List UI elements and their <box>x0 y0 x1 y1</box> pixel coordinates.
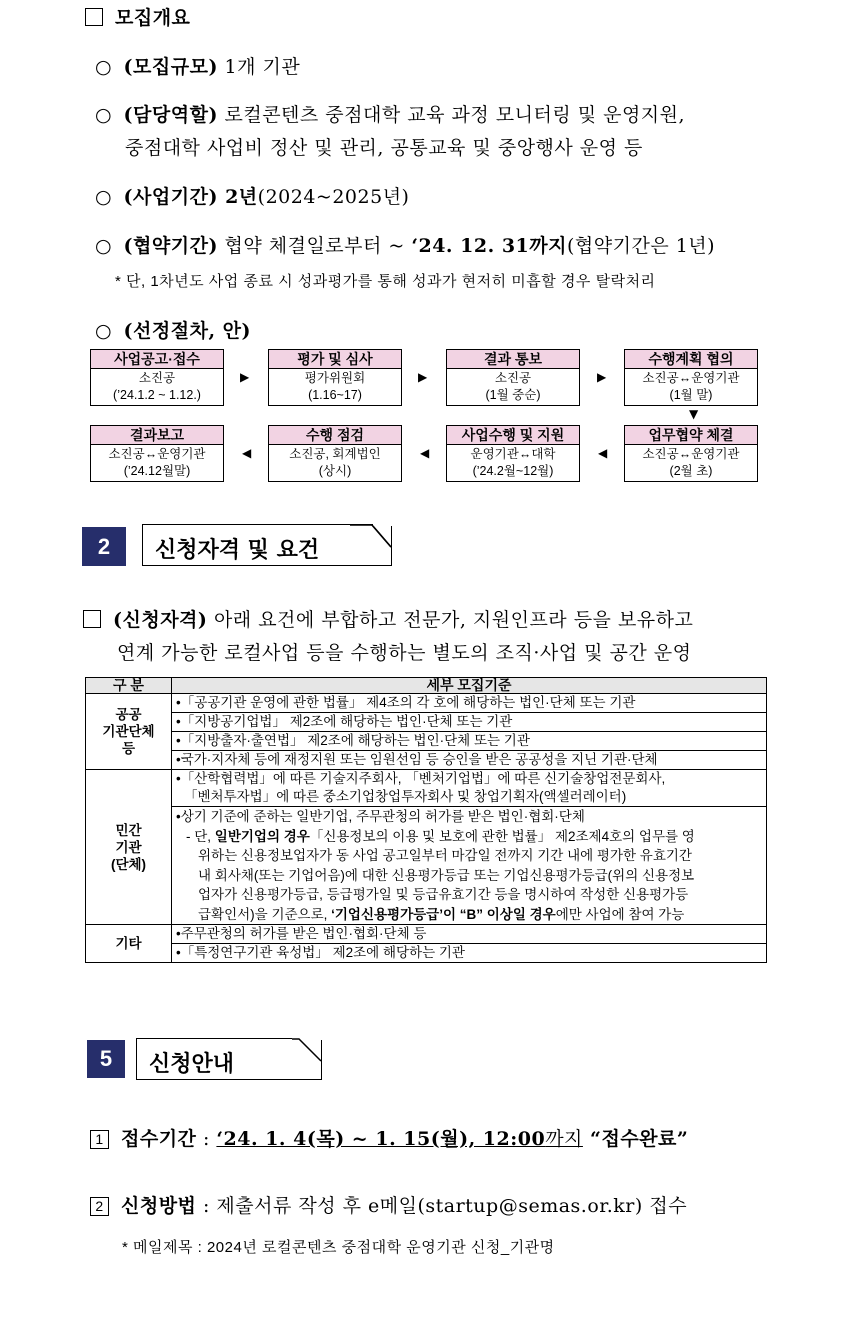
flow-step-line1: 평가위원회 <box>304 371 366 385</box>
flow-step-line2: (2월 초) <box>669 464 713 478</box>
flow-step-line2: (1.16~17) <box>308 388 362 402</box>
flow-step-title: 수행계획 협의 <box>625 350 757 369</box>
row-line: 업자가 신용평가등급, 등급평가일 및 등급유효기간 등을 명시하여 작성한 신용평가등 <box>198 887 689 902</box>
category-label: 공공 기관단체 등 <box>102 707 155 756</box>
arrow-down-icon: ▼ <box>689 407 699 421</box>
sub-bold: 일반기업의 경우 <box>214 828 310 844</box>
flow-step-line1: 소진공↔운영기관 <box>642 371 740 385</box>
flow-step-title: 결과 통보 <box>447 350 579 369</box>
row-line: 급확인서)을 기준으로, <box>198 906 332 922</box>
method-label: 신청방법 <box>121 1195 197 1217</box>
table-row: •「공공기관 운영에 관한 법률」 제4조의 각 호에 해당하는 법인·단체 또는 기관 <box>172 694 767 713</box>
category-other: 기타 <box>86 925 172 963</box>
period-status: “접수완료” <box>582 1128 689 1150</box>
bullet-circle-icon: ○ <box>95 186 113 208</box>
overview-item-role <box>95 100 685 127</box>
section-title-box <box>142 524 392 566</box>
period-sep: : <box>196 1128 217 1150</box>
flow-step-line2: (’24.1.2 ~ 1.12.) <box>113 388 201 402</box>
checkbox-square-icon <box>83 610 101 628</box>
flow-step-title: 결과보고 <box>91 426 223 445</box>
checkbox-square-icon <box>85 8 103 26</box>
table-row: •「지방공기업법」 제2조에 해당하는 법인·단체 또는 기관 <box>172 713 767 732</box>
table-row <box>172 807 767 925</box>
flow-step-line1: 소진공 <box>138 371 176 385</box>
bullet-circle-icon: ○ <box>95 104 113 126</box>
row-line: •상기 기준에 준하는 일반기업, 주무관청의 허가를 받은 법인·협회·단체 <box>176 809 585 824</box>
table-row: •주무관청의 허가를 받은 법인·협회·단체 등 <box>172 925 767 944</box>
flow-step-line1: 소진공, 회계법인 <box>289 447 381 461</box>
flow-step-announce <box>90 349 224 406</box>
section-number-badge: 5 <box>87 1040 125 1078</box>
flow-step-line1: 소진공↔운영기관 <box>642 447 740 461</box>
flow-step-line2: (1월 중순) <box>485 388 541 402</box>
period-label: 접수기간 <box>121 1128 197 1150</box>
table-row <box>172 770 767 807</box>
item-text2: (협약기간은 1년) <box>566 235 716 257</box>
flow-step-line1: 소진공 <box>494 371 532 385</box>
table-row: •「지방출자·출연법」 제2조에 해당하는 법인·단체 또는 기관 <box>172 732 767 751</box>
table-row: •국가·지자체 등에 재정지원 또는 임원선임 등 승인을 받은 공공성을 지닌 기관·단체 <box>172 751 767 770</box>
overview-heading: 모집개요 <box>115 7 191 29</box>
flow-step-result <box>446 349 580 406</box>
item-label: (모집규모) <box>123 56 218 78</box>
qualification-label: (신청자격) <box>113 609 208 631</box>
table-header-criteria: 세부 모집기준 <box>172 678 767 694</box>
item-label: (담당역할) <box>123 104 218 126</box>
arrow-right-icon: ▶ <box>597 370 607 384</box>
category-label: 민간 기관 (단체) <box>110 822 147 872</box>
flow-step-line1: 운영기관↔대학 <box>470 447 556 461</box>
requirements-table <box>85 677 767 963</box>
flow-step-execution <box>446 425 580 482</box>
row-line: 내 회사채(또는 기업어음)에 대한 신용평가등급 또는 기업신용평가등급(위의 신용정보 <box>198 867 695 883</box>
flow-step-line2: (상시) <box>318 464 352 478</box>
flow-step-title: 수행 점검 <box>269 426 401 445</box>
arrow-right-icon: ▶ <box>418 370 428 384</box>
overview-process-label-row <box>95 316 251 343</box>
overview-item-period <box>95 182 409 209</box>
sub-text: 「신용정보의 이용 및 보호에 관한 법률」 제2조제4호의 업무를 영 <box>309 828 695 844</box>
flow-step-title: 업무협약 체결 <box>625 426 757 445</box>
item-bold: 2년 <box>217 186 258 208</box>
overview-item-agreement <box>95 231 715 258</box>
flow-step-plan <box>624 349 758 406</box>
application-method-row <box>90 1191 687 1218</box>
overview-item-scale <box>95 52 300 79</box>
arrow-left-icon: ◀ <box>598 446 608 460</box>
overview-heading-row <box>85 3 190 30</box>
flow-step-title: 사업수행 및 지원 <box>447 426 579 445</box>
flow-step-agreement <box>624 425 758 482</box>
flow-step-line1: 소진공↔운영기관 <box>108 447 206 461</box>
process-label: (선정절차, 안) <box>123 320 252 342</box>
section-title: 신청안내 <box>149 1052 235 1077</box>
section-title-box <box>136 1038 322 1080</box>
category-private <box>86 770 172 925</box>
section-title: 신청자격 및 요건 <box>155 538 320 563</box>
item-label: (사업기간) <box>123 186 218 208</box>
category-public <box>86 694 172 770</box>
flow-step-line2: (1월 말) <box>669 388 713 402</box>
item-bold: ‘24. 12. 31까지 <box>411 235 567 257</box>
flow-step-line2: (’24.12월말) <box>123 464 191 478</box>
number-box-icon: 1 <box>90 1130 109 1149</box>
arrow-left-icon: ◀ <box>420 446 430 460</box>
flow-step-evaluation <box>268 349 402 406</box>
application-period-row <box>90 1124 688 1151</box>
overview-note: * 단, 1차년도 사업 종료 시 성과평가를 통해 성과가 현저히 미흡할 경우 탈락처리 <box>115 273 656 290</box>
flow-step-inspection <box>268 425 402 482</box>
overview-item-role-cont: 중점대학 사업비 정산 및 관리, 공통교육 및 중앙행사 운영 등 <box>125 137 643 159</box>
period-date: ‘24. 1. 4(목) ~ 1. 15(월), 12:00 <box>216 1128 546 1150</box>
item-label: (협약기간) <box>123 235 218 257</box>
table-header-category: 구 분 <box>86 678 172 694</box>
tab-corner-icon <box>292 1038 322 1062</box>
table-row: •「특정연구기관 육성법」 제2조에 해당하는 기관 <box>172 944 767 963</box>
number-box-icon: 2 <box>90 1197 109 1216</box>
row-line: 에만 사업에 참여 가능 <box>555 906 685 922</box>
arrow-left-icon: ◀ <box>242 446 252 460</box>
item-text: 1개 기관 <box>217 56 301 78</box>
period-until: 까지 <box>545 1128 583 1150</box>
flow-step-report <box>90 425 224 482</box>
flow-step-title: 사업공고·접수 <box>91 350 223 369</box>
row-line: •「산학협력법」에 따른 기술지주회사, 「벤처기업법」에 따른 신기술창업전문회사, <box>176 771 666 786</box>
bullet-circle-icon: ○ <box>95 235 113 257</box>
qualification-text: 아래 요건에 부합하고 전문가, 지원인프라 등을 보유하고 <box>207 609 694 631</box>
sub-bold: ‘기업신용평가등급’이 “B” 이상일 경우 <box>331 906 556 922</box>
item-text: 로컬콘텐츠 중점대학 교육 과정 모니터링 및 운영지원, <box>217 104 686 126</box>
qualification-row <box>83 605 693 632</box>
method-text: : 제출서류 작성 후 e메일(startup@semas.or.kr) 접수 <box>196 1195 688 1217</box>
flow-step-line2: (’24.2월~12월) <box>472 464 554 478</box>
row-line: 위하는 신용정보업자가 동 사업 공고일부터 마감일 전까지 기간 내에 평가한 유효기간 <box>198 848 692 863</box>
item-text: 협약 체결일로부터 ~ <box>217 235 412 257</box>
bullet-circle-icon: ○ <box>95 56 113 78</box>
flow-step-title: 평가 및 심사 <box>269 350 401 369</box>
bullet-circle-icon: ○ <box>95 320 113 342</box>
item-text: (2024~2025년) <box>257 186 410 208</box>
tab-corner-icon <box>350 524 392 548</box>
email-subject-note: * 메일제목 : 2024년 로컬콘텐츠 중점대학 운영기관 신청_기관명 <box>122 1239 555 1256</box>
arrow-right-icon: ▶ <box>240 370 250 384</box>
qualification-text-cont: 연계 가능한 로컬사업 등을 수행하는 별도의 조직·사업 및 공간 운영 <box>117 642 692 664</box>
row-line: 「벤처투자법」에 따른 중소기업창업투자회사 및 창업기획자(액셀러레이터) <box>184 789 627 804</box>
section-number-badge: 2 <box>82 527 126 566</box>
sub-dash: - 단, <box>186 828 215 844</box>
